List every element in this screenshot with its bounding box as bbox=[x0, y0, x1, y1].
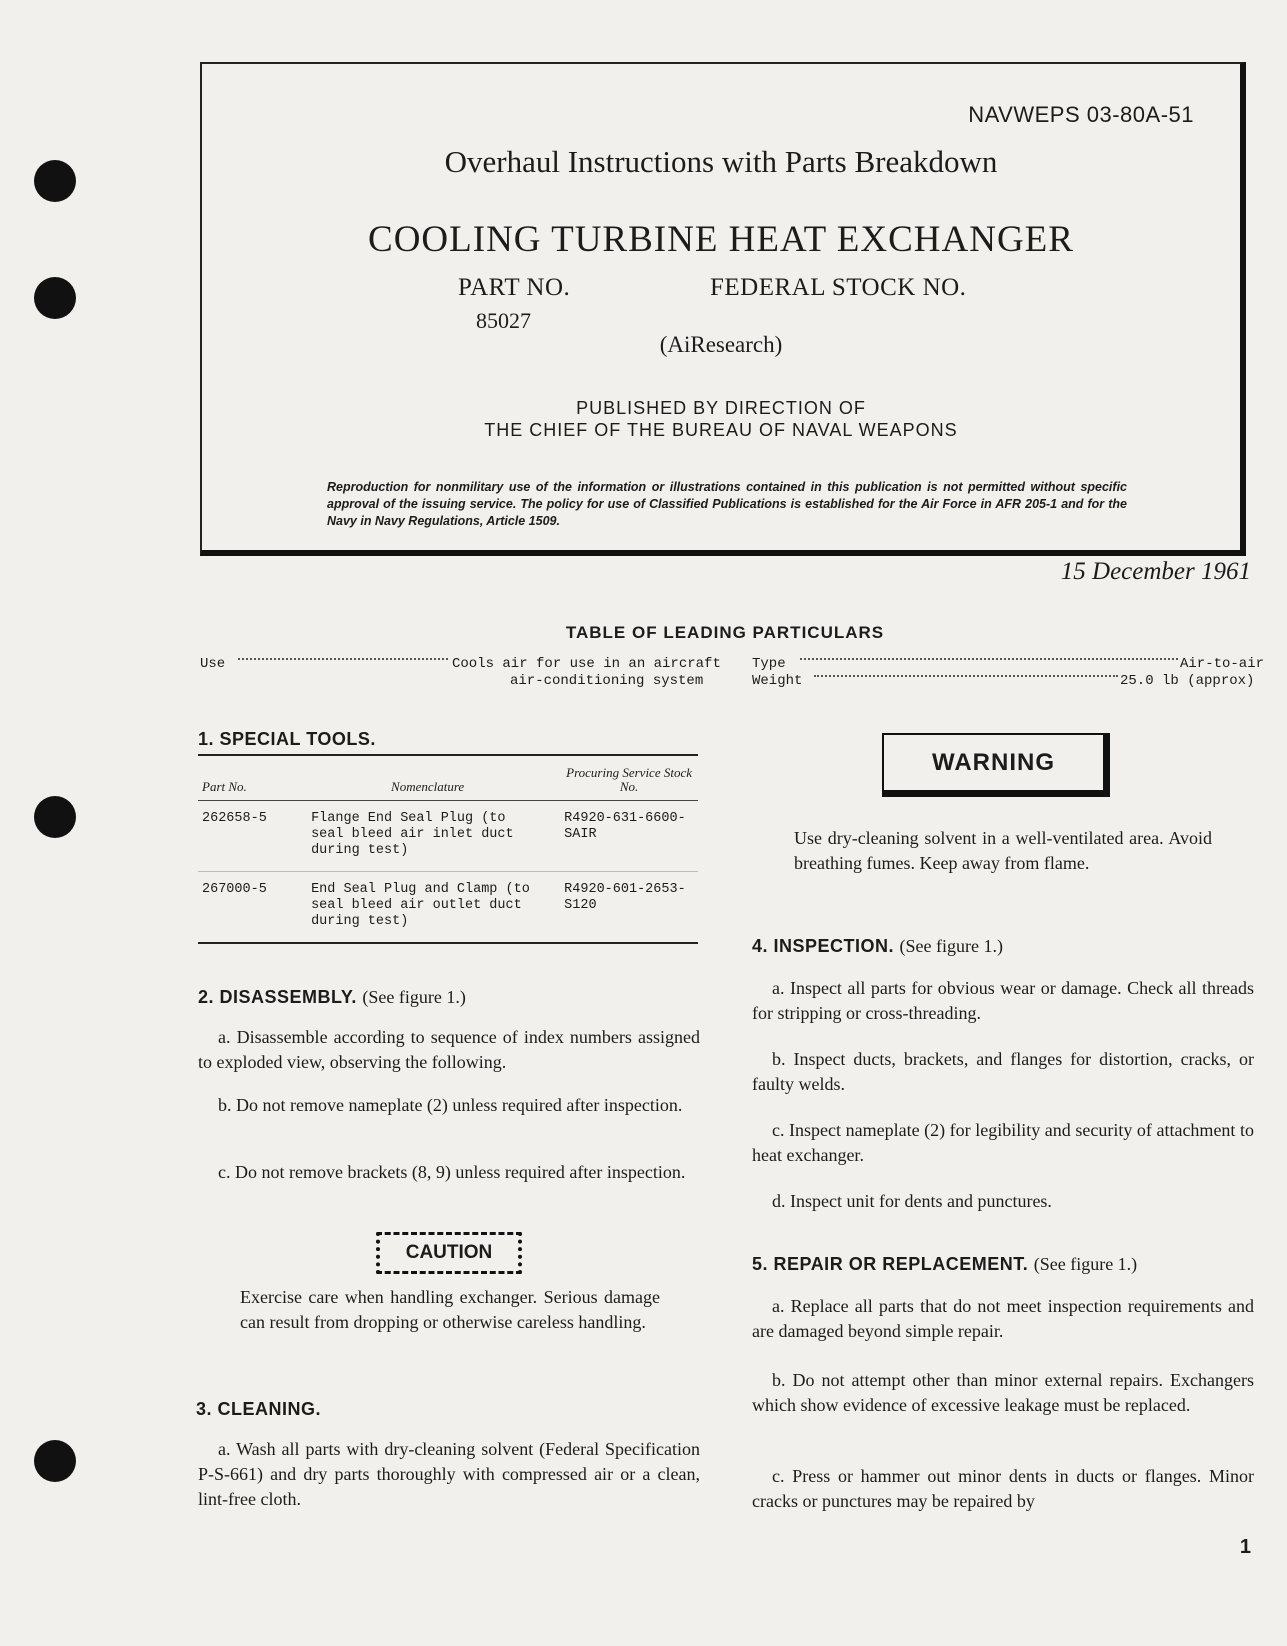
inspection-step-c: c. Inspect nameplate (2) for legibility and security of attachment to heat exchanger. bbox=[752, 1120, 1254, 1165]
type-value: Air-to-air bbox=[1180, 656, 1265, 672]
disassembly-see-figure: (See figure 1.) bbox=[362, 987, 466, 1007]
repair-step-b: b. Do not attempt other than minor external repairs. Exchangers which show evidence of excessive leakage must be replaced. bbox=[752, 1370, 1254, 1415]
cleaning-step-a: a. Wash all parts with dry-cleaning solvent (Federal Specification P-S-661) and dry parts thoroughly with compressed air or a clean, lint-free cloth. bbox=[198, 1439, 700, 1509]
disassembly-step-b: b. Do not remove nameplate (2) unless required after inspection. bbox=[218, 1095, 683, 1115]
inspection-step-a: a. Inspect all parts for obvious wear or damage. Check all threads for stripping or cross-threading. bbox=[752, 978, 1254, 1023]
disassembly-heading bbox=[198, 987, 466, 1008]
title-block bbox=[200, 62, 1246, 556]
inspection-heading bbox=[752, 936, 1003, 957]
weight-value: 25.0 lb (approx) bbox=[1120, 673, 1255, 689]
repair-step-a: a. Replace all parts that do not meet inspection requirements and are damaged beyond simple repair. bbox=[752, 1296, 1254, 1341]
weight-leader bbox=[814, 675, 1118, 677]
part-no-value: 85027 bbox=[476, 308, 531, 333]
repair-heading bbox=[752, 1254, 1137, 1275]
column-stock-no: Procuring Service Stock No. bbox=[560, 755, 698, 801]
cell-nomenclature: End Seal Plug and Clamp (to seal bleed air outlet duct during test) bbox=[311, 882, 530, 929]
disassembly-step-a: a. Disassemble according to sequence of index numbers assigned to exploded view, observing the following. bbox=[198, 1027, 700, 1072]
table-row bbox=[198, 801, 698, 872]
warning-text: Use dry-cleaning solvent in a well-ventilated area. Avoid breathing fumes. Keep away from flame. bbox=[794, 828, 1212, 873]
repair-step-c: c. Press or hammer out minor dents in ducts or flanges. Minor cracks or punctures may be repaired by bbox=[752, 1466, 1254, 1511]
column-part-no: Part No. bbox=[198, 755, 295, 801]
inspection-step-d: d. Inspect unit for dents and punctures. bbox=[772, 1191, 1052, 1211]
published-by-line2: THE CHIEF OF THE BUREAU OF NAVAL WEAPONS bbox=[484, 420, 958, 440]
cell-part-no: 267000-5 bbox=[202, 882, 267, 897]
repair-see-figure: (See figure 1.) bbox=[1033, 1254, 1138, 1274]
cell-part-no: 262658-5 bbox=[198, 801, 295, 872]
punch-hole bbox=[34, 277, 76, 319]
disassembly-heading-text: 2. DISASSEMBLY. bbox=[198, 987, 357, 1007]
inspection-heading-text: 4. INSPECTION. bbox=[752, 936, 895, 956]
equipment-title: COOLING TURBINE HEAT EXCHANGER bbox=[368, 219, 1074, 260]
caution-text: Exercise care when handling exchanger. Serious damage can result from dropping or otherwise careless handling. bbox=[240, 1287, 660, 1332]
published-by-line1: PUBLISHED BY DIRECTION OF bbox=[576, 398, 866, 418]
cell-nomenclature: Flange End Seal Plug (to seal bleed air inlet duct during test) bbox=[295, 801, 560, 872]
inspection-step-b: b. Inspect ducts, brackets, and flanges for distortion, cracks, or faulty welds. bbox=[752, 1049, 1254, 1094]
punch-hole bbox=[34, 160, 76, 202]
warning-box: WARNING bbox=[882, 733, 1110, 797]
special-tools-table bbox=[198, 754, 698, 944]
leading-particulars-heading: TABLE OF LEADING PARTICULARS bbox=[565, 623, 885, 642]
use-value-line1: Cools air for use in an aircraft bbox=[452, 656, 721, 672]
cell-stock-no: R4920-631-6600-SAIR bbox=[560, 801, 698, 872]
punch-hole bbox=[34, 796, 76, 838]
caution-box: CAUTION bbox=[376, 1232, 522, 1274]
column-nomenclature: Nomenclature bbox=[295, 755, 560, 801]
document-title: Overhaul Instructions with Parts Breakdown bbox=[444, 144, 998, 179]
disassembly-step-c: c. Do not remove brackets (8, 9) unless required after inspection. bbox=[218, 1162, 686, 1182]
use-leader bbox=[238, 658, 448, 660]
reproduction-notice: Reproduction for nonmilitary use of the information or illustrations contained in this publication is not permitted without specific approval of the issuing service. The policy for use of Classified Publications is established for the Air Force in AFR 205-1 and for the Navy in Navy Regulations, Article 1509. bbox=[327, 480, 1127, 528]
type-leader bbox=[800, 658, 1178, 660]
use-label: Use bbox=[200, 656, 226, 672]
weight-label: Weight bbox=[752, 673, 803, 689]
punch-hole bbox=[34, 1440, 76, 1482]
special-tools-heading: 1. SPECIAL TOOLS. bbox=[198, 729, 376, 749]
document-number: NAVWEPS 03-80A-51 bbox=[968, 102, 1194, 127]
cell-stock-no: R4920-601-2653-S120 bbox=[564, 882, 686, 913]
manufacturer: (AiResearch) bbox=[659, 332, 783, 357]
cleaning-heading: 3. CLEANING. bbox=[196, 1399, 322, 1419]
part-no-label: PART NO. bbox=[458, 274, 571, 301]
use-value-line2: air-conditioning system bbox=[510, 673, 704, 689]
inspection-see-figure: (See figure 1.) bbox=[899, 936, 1004, 956]
type-label: Type bbox=[752, 656, 786, 672]
table-row bbox=[198, 872, 698, 944]
page-number: 1 bbox=[1239, 1536, 1251, 1558]
repair-heading-text: 5. REPAIR OR REPLACEMENT. bbox=[752, 1254, 1029, 1274]
publication-date: 15 December 1961 bbox=[1060, 558, 1251, 585]
federal-stock-label: FEDERAL STOCK NO. bbox=[710, 274, 967, 301]
